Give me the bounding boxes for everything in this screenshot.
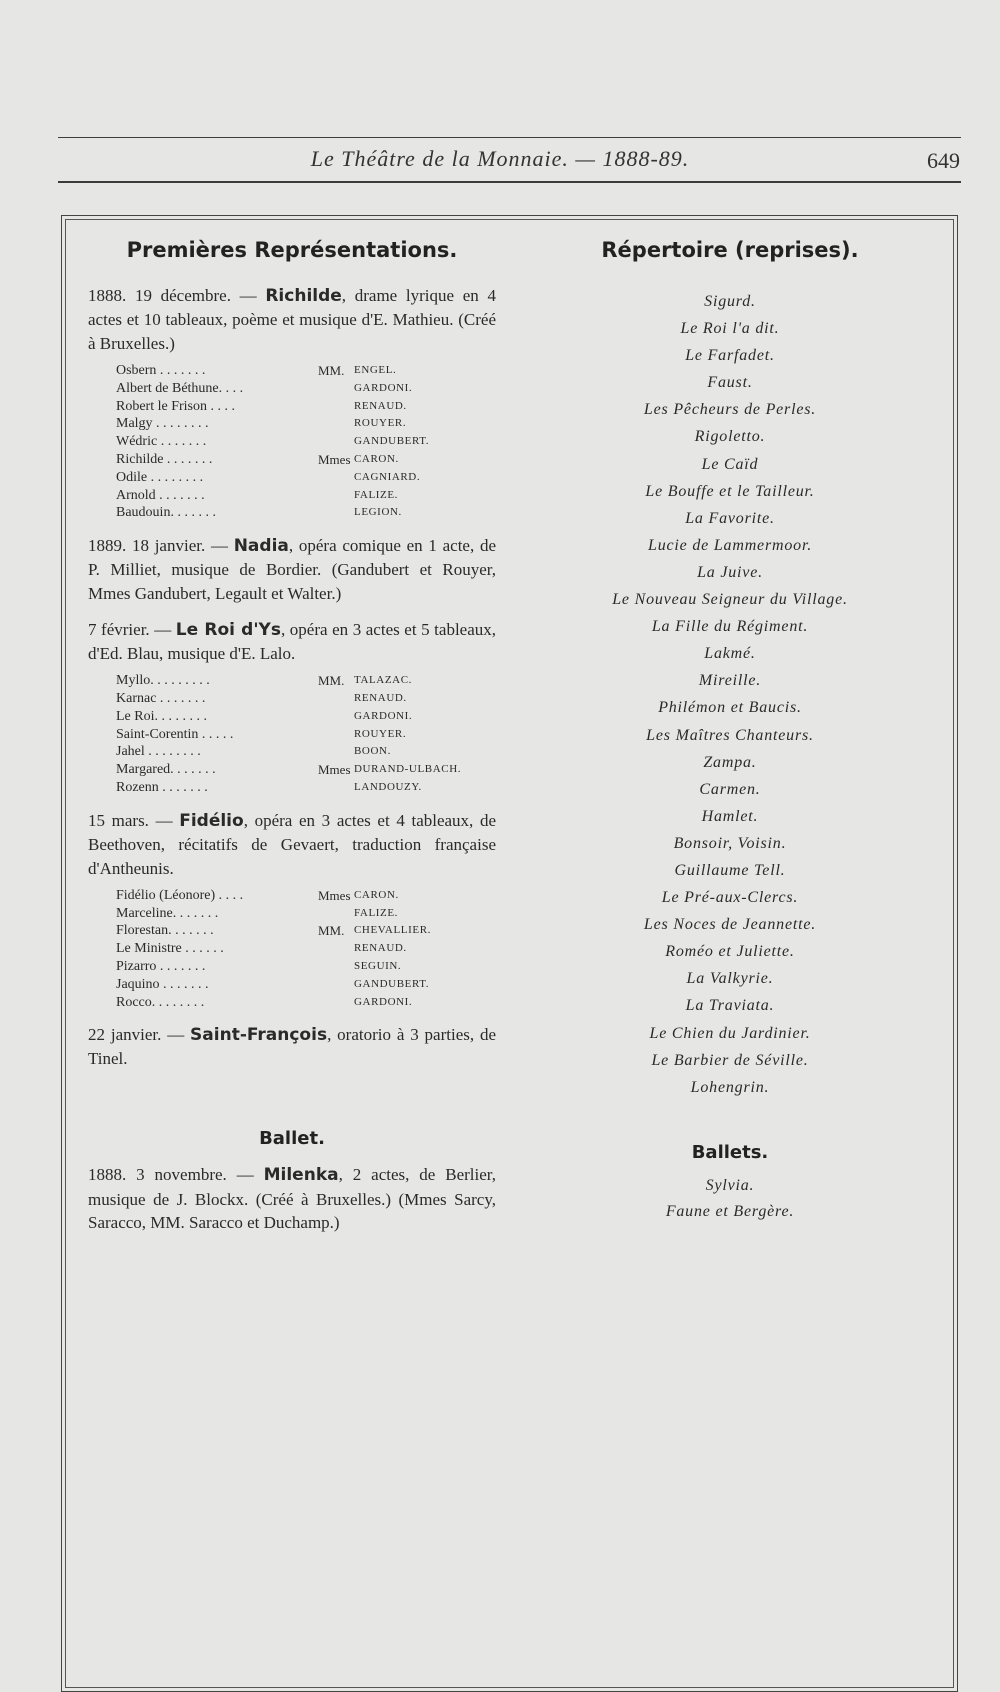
cast-row (116, 487, 496, 505)
ballets-title: Ballets. (691, 1142, 769, 1163)
repertoire-item: Lucie de Lammermoor. (648, 536, 812, 554)
cast-prefix (318, 380, 354, 398)
repertoire-item: La Fille du Régiment. (651, 618, 809, 636)
cast-row (116, 362, 496, 380)
cast-row (116, 922, 496, 940)
cast-prefix (318, 708, 354, 726)
premiere-date: 1889. 18 janvier. — (88, 536, 228, 556)
premieres-title: Premières Représentations. (126, 238, 458, 262)
cast-prefix: MM. (318, 673, 345, 689)
repertoire-title: Répertoire (reprises). (601, 238, 859, 262)
ballet-entry (88, 1163, 496, 1235)
cast-row (116, 504, 496, 522)
cast-actor: TALAZAC. (354, 674, 412, 687)
cast-role: Pizarro . . . . . . . (116, 958, 206, 974)
premiere-work-title: Le Roi d'Ys (175, 620, 281, 641)
premiere-entry (88, 284, 496, 356)
repertoire-item: Le Barbier de Séville. (651, 1051, 809, 1069)
premiere-description: , opéra en 3 actes et 5 tableaux, d'Ed. Blau, musique d'E. Lalo. (88, 620, 497, 664)
cast-actor: CARON. (354, 888, 399, 901)
cast-actor: ROUYER. (354, 727, 407, 740)
cast-prefix (318, 779, 354, 797)
ballet-item: Sylvia. (705, 1177, 755, 1194)
running-title: Le Théâtre de la Monnaie. — 1888-89. (310, 146, 690, 171)
premiere-date: 1888. 19 décembre. — (88, 286, 257, 305)
cast-prefix (318, 743, 354, 761)
cast-role: Robert le Frison . . . . (116, 398, 235, 414)
cast-role: Malgy . . . . . . . . (116, 416, 209, 432)
repertoire-column (575, 238, 885, 1101)
cast-actor: GANDUBERT. (354, 977, 430, 990)
top-rule (58, 137, 961, 138)
cast-prefix (318, 504, 354, 522)
cast-role: Jahel . . . . . . . . (116, 744, 201, 760)
cast-prefix (318, 433, 354, 451)
repertoire-item: Carmen. (699, 780, 761, 798)
cast-list (116, 887, 496, 1012)
cast-role: Baudouin. . . . . . . (116, 505, 216, 521)
repertoire-item: Hamlet. (701, 807, 759, 825)
cast-prefix: MM. (318, 363, 345, 378)
premiere-entry (88, 618, 496, 666)
repertoire-item: Lakmé. (704, 645, 756, 663)
cast-actor: RENAUD. (354, 691, 407, 704)
repertoire-item: Le Chien du Jardinier. (649, 1024, 811, 1042)
cast-actor: GARDONI. (354, 709, 413, 722)
cast-prefix (318, 940, 354, 958)
premiere-work-title: Fidélio (179, 810, 244, 831)
repertoire-item: Les Pêcheurs de Perles. (643, 401, 817, 419)
cast-actor: ENGEL. (354, 364, 397, 376)
repertoire-item: Les Noces de Jeannette. (643, 916, 817, 934)
cast-role: Odile . . . . . . . . (116, 469, 204, 485)
cast-role: Rocco. . . . . . . . (116, 994, 205, 1010)
ballet-title: Ballet. (259, 1128, 325, 1149)
cast-role: Margared. . . . . . . (116, 762, 216, 778)
ballet-entry-desc: , 2 actes, de Berlier, musique de J. Blockx. (Créé à Bruxelles.) (Mmes Sarcy, Saracco, MM. Saracco et Duchamp.) (88, 1165, 496, 1232)
repertoire-item: La Favorite. (685, 509, 775, 527)
cast-prefix (318, 905, 354, 923)
cast-list (116, 362, 496, 522)
cast-role: Osbern . . . . . . . (116, 363, 206, 378)
cast-actor: LEGION. (354, 506, 402, 519)
cast-row (116, 398, 496, 416)
cast-row (116, 940, 496, 958)
cast-actor: CAGNIARD. (354, 470, 421, 483)
cast-row (116, 672, 496, 690)
cast-actor: DURAND-ULBACH. (354, 763, 462, 776)
repertoire-item: Le Nouveau Seigneur du Village. (612, 591, 848, 609)
repertoire-item: La Juive. (697, 563, 763, 581)
cast-prefix: Mmes (318, 451, 351, 467)
cast-prefix (318, 690, 354, 708)
cast-actor: RENAUD. (354, 942, 407, 955)
repertoire-item: Le Caïd (701, 455, 759, 473)
premiere-date: 15 mars. — (88, 810, 173, 830)
cast-role: Richilde . . . . . . . (116, 451, 213, 467)
ballets-list (575, 1173, 885, 1225)
repertoire-item: Sigurd. (704, 293, 756, 310)
repertoire-item: Roméo et Juliette. (665, 943, 795, 961)
ballet-item: Faune et Bergère. (665, 1203, 795, 1220)
premieres-column (88, 238, 496, 1071)
repertoire-item: Le Pré-aux-Clercs. (661, 889, 799, 907)
premiere-entry (88, 534, 496, 606)
cast-prefix (318, 415, 354, 433)
cast-role: Fidélio (Léonore) . . . . (116, 887, 244, 903)
cast-row (116, 887, 496, 905)
premieres-entries (88, 284, 496, 1071)
cast-role: Le Ministre . . . . . . (116, 941, 224, 957)
repertoire-item: Le Farfadet. (685, 347, 775, 365)
premiere-description: , drame lyrique en 4 actes et 10 tableaux, poème et musique d'E. Mathieu. (Créé à Bruxelles.) (88, 286, 496, 353)
premiere-description: , opéra en 3 actes et 4 tableaux, de Beethoven, récitatifs de Gevaert, traduction française d'Antheunis. (88, 810, 496, 878)
cast-role: Jaquino . . . . . . . (116, 976, 209, 992)
cast-row (116, 726, 496, 744)
repertoire-list (575, 288, 885, 1101)
cast-actor: LANDOUZY. (354, 780, 422, 793)
premiere-work-title: Saint-François (190, 1025, 328, 1046)
cast-list (116, 672, 496, 797)
cast-actor: RENAUD. (354, 399, 407, 412)
cast-actor: CHEVALLIER. (354, 924, 431, 937)
repertoire-item: Lohengrin. (690, 1078, 770, 1096)
cast-row (116, 958, 496, 976)
premiere-entry (88, 809, 496, 881)
cast-row (116, 994, 496, 1012)
repertoire-item: Rigoletto. (694, 428, 766, 446)
cast-actor: SEGUIN. (354, 959, 402, 972)
cast-prefix (318, 398, 354, 416)
ballet-entry-date: 1888. 3 novembre. — (88, 1165, 254, 1184)
cast-actor: FALIZE. (354, 488, 399, 501)
cast-role: Saint-Corentin . . . . . (116, 726, 234, 742)
ballet-section (88, 1128, 496, 1235)
cast-row (116, 743, 496, 761)
cast-actor: FALIZE. (354, 906, 399, 919)
cast-actor: BOON. (354, 745, 391, 758)
cast-role: Rozenn . . . . . . . (116, 779, 208, 795)
cast-row (116, 451, 496, 469)
cast-role: Myllo. . . . . . . . . (116, 673, 210, 689)
cast-prefix (318, 994, 354, 1012)
cast-role: Albert de Béthune. . . . (116, 380, 244, 396)
cast-role: Karnac . . . . . . . (116, 690, 206, 706)
premiere-date: 7 février. — (88, 620, 172, 640)
repertoire-item: Le Roi l'a dit. (680, 320, 780, 338)
cast-role: Wédric . . . . . . . (116, 434, 207, 450)
ballets-section (575, 1142, 885, 1225)
cast-row (116, 690, 496, 708)
cast-prefix (318, 487, 354, 505)
ballet-entry-work: Milenka (263, 1165, 339, 1185)
cast-role: Florestan. . . . . . . (116, 923, 214, 939)
cast-actor: CARON. (354, 452, 399, 465)
cast-row (116, 761, 496, 779)
repertoire-item: Zampa. (703, 753, 757, 771)
premiere-work-title: Nadia (233, 536, 289, 557)
premiere-date: 22 janvier. — (88, 1025, 185, 1045)
cast-row (116, 905, 496, 923)
cast-actor: GARDONI. (354, 381, 413, 394)
cast-role: Le Roi. . . . . . . . (116, 708, 207, 724)
cast-role: Marceline. . . . . . . (116, 905, 219, 921)
premiere-description: , oratorio à 3 parties, de Tinel. (88, 1025, 496, 1069)
repertoire-item: Bonsoir, Voisin. (673, 834, 787, 852)
repertoire-item: La Valkyrie. (686, 970, 774, 988)
cast-prefix (318, 726, 354, 744)
cast-prefix (318, 976, 354, 994)
cast-prefix: MM. (318, 923, 345, 939)
cast-row (116, 708, 496, 726)
cast-prefix (318, 958, 354, 976)
premiere-entry (88, 1023, 496, 1071)
cast-row (116, 469, 496, 487)
repertoire-item: Les Maîtres Chanteurs. (646, 726, 814, 744)
cast-actor: GANDUBERT. (354, 435, 430, 448)
cast-row (116, 433, 496, 451)
repertoire-item: Guillaume Tell. (674, 861, 786, 879)
repertoire-item: Philémon et Baucis. (658, 699, 802, 717)
cast-prefix: Mmes (318, 887, 351, 903)
header-rule (58, 181, 961, 183)
premiere-description: , opéra comique en 1 acte, de P. Milliet, musique de Bordier. (Gandubert et Rouyer, Mmes Gandubert, Legault et Walter.) (88, 536, 497, 604)
cast-actor: ROUYER. (354, 417, 407, 430)
cast-role: Arnold . . . . . . . (116, 487, 205, 503)
cast-row (116, 779, 496, 797)
cast-prefix (318, 469, 354, 487)
cast-actor: GARDONI. (354, 995, 413, 1008)
repertoire-item: Faust. (707, 374, 753, 392)
page-number: 649 (927, 148, 960, 173)
cast-prefix: Mmes (318, 762, 351, 778)
repertoire-item: La Traviata. (685, 997, 775, 1015)
cast-row (116, 415, 496, 433)
repertoire-item: Mireille. (698, 672, 762, 690)
premiere-work-title: Richilde (265, 286, 342, 306)
repertoire-item: Le Bouffe et le Tailleur. (645, 482, 815, 500)
cast-row (116, 976, 496, 994)
cast-row (116, 380, 496, 398)
